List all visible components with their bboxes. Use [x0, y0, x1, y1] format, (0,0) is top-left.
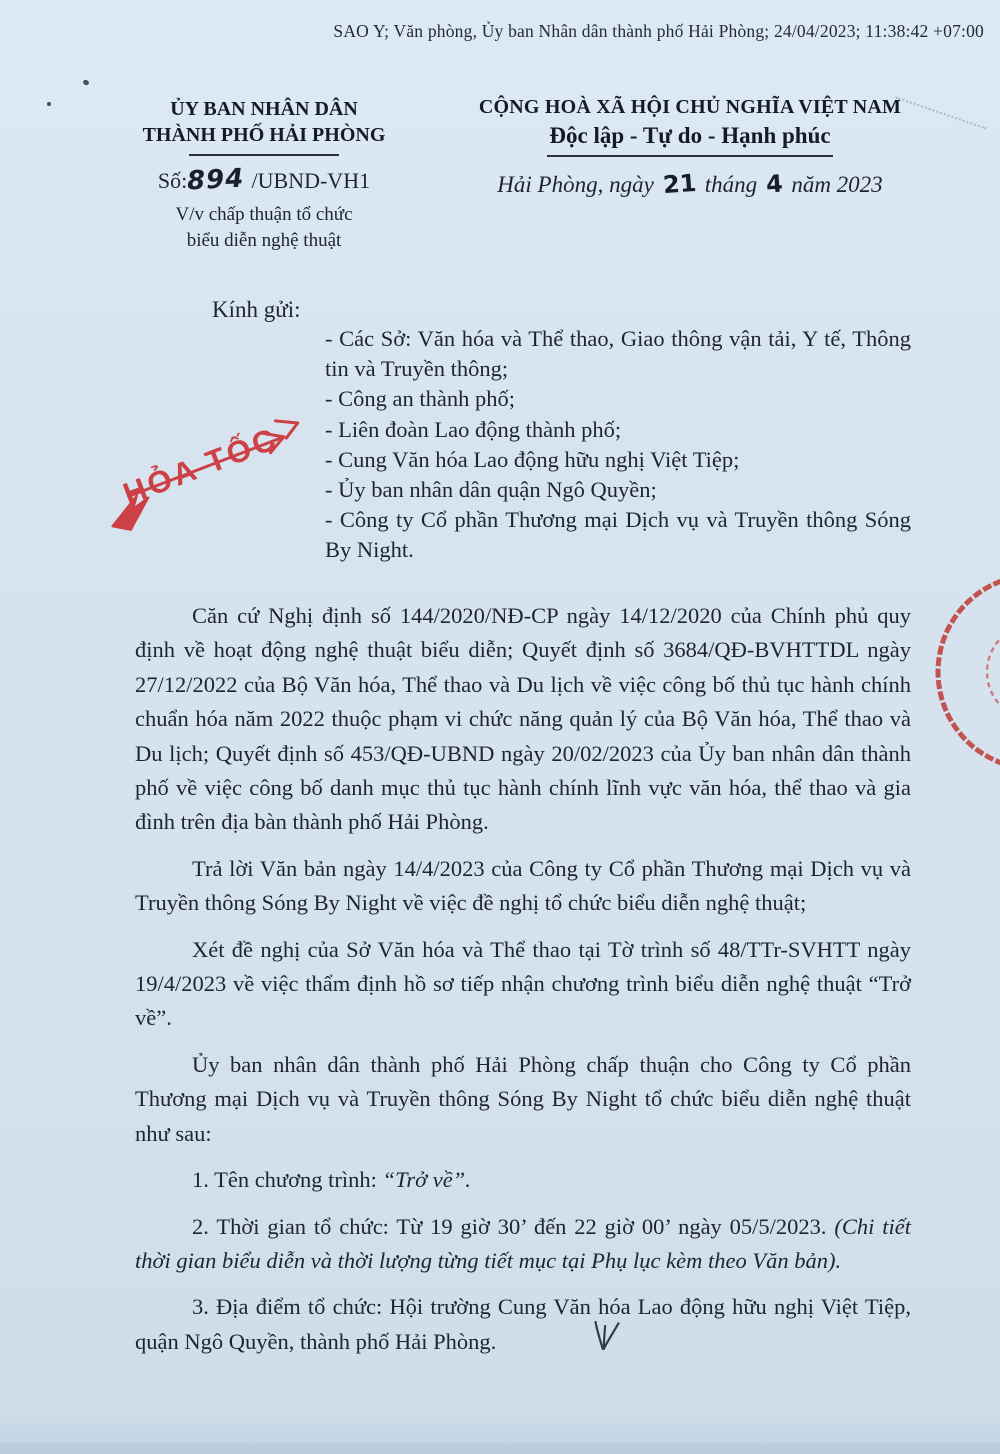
issuing-authority-block — [113, 96, 415, 254]
recipient-item: - Cung Văn hóa Lao động hữu nghị Việt Tiệp; — [325, 446, 740, 472]
recipient-item: - Công ty Cổ phần Thương mại Dịch vụ và Truyền thông Sóng By Night. — [325, 507, 911, 563]
place-date-line — [450, 170, 930, 198]
ink-speck — [82, 79, 90, 86]
item-venue: 3. Địa điểm tổ chức: Hội trường Cung Văn hóa Lao động hữu nghị Việt Tiệp, quận Ngô Quyền, thành phố Hải Phòng. — [135, 1294, 911, 1354]
issuer-name-line1: ỦY BAN NHÂN DÂN — [170, 98, 358, 120]
issuer-name-line2: THÀNH PHỐ HẢI PHÒNG — [142, 124, 386, 146]
scan-edge-shadow — [0, 1443, 1000, 1454]
item1-label: 1. Tên chương trình: — [192, 1167, 383, 1193]
document-number-line — [113, 165, 415, 195]
letter-body — [135, 599, 911, 1371]
item2-note: (Chi tiết thời gian biểu diễn và thời lượng từng tiết mục tại Phụ lục kèm theo Văn bản). — [135, 1213, 911, 1273]
item-time — [135, 1210, 911, 1279]
ink-speck — [47, 102, 51, 106]
place-date-suffix: năm 2023 — [791, 172, 883, 197]
ref-label: Số: — [157, 168, 188, 193]
recipient-item: - Liên đoàn Lao động thành phố; — [325, 416, 622, 442]
urgent-stamp — [68, 365, 335, 563]
ref-number-handwritten: 894 — [186, 163, 246, 197]
proposal-reference-paragraph: Xét đề nghị của Sở Văn hóa và Thể thao tại Tờ trình số 48/TTr-SVHTT ngày 19/4/2023 về việc thẩm định hồ sơ tiếp nhận chương trình biểu diễn nghệ thuật “Trở về”. — [135, 936, 911, 1031]
urgent-arrow-icon — [68, 365, 335, 563]
urgent-stamp-label: HỎA TỐC — [118, 420, 283, 512]
item2-main: 2. Thời gian tổ chức: Từ 19 giờ 30’ đến 22 giờ 00’ ngày 05/5/2023. — [192, 1213, 835, 1239]
subject-line2: biểu diễn nghệ thuật — [186, 230, 342, 251]
recipient-item: - Ủy ban nhân dân quận Ngô Quyền; — [325, 477, 657, 503]
national-motto: Độc lập - Tự do - Hạnh phúc — [549, 123, 831, 148]
recipient-item: - Công an thành phố; — [325, 386, 515, 412]
item-program-name — [135, 1163, 911, 1197]
recipient-list — [325, 324, 911, 566]
reply-reference-paragraph: Trả lời Văn bản ngày 14/4/2023 của Công ty Cổ phần Thương mại Dịch vụ và Truyền thông Sóng By Night về việc đề nghị tổ chức biểu diễn nghệ thuật; — [135, 855, 911, 916]
motto-divider — [547, 155, 833, 157]
salutation: Kính gửi: — [212, 297, 301, 322]
ref-suffix: /UBND-VH1 — [251, 168, 371, 193]
day-handwritten: 21 — [661, 168, 697, 200]
place-date-mid: tháng — [704, 172, 758, 197]
country-name: CỘNG HOÀ XÃ HỘI CHỦ NGHĨA VIỆT NAM — [478, 96, 902, 118]
legal-basis-paragraph: Căn cứ Nghị định số 144/2020/NĐ-CP ngày 14/12/2020 của Chính phủ quy định về hoạt động nghệ thuật biểu diễn; Quyết định số 3684/QĐ-BVHTTDL ngày 27/12/2022 của Bộ Văn hóa, Thể thao và Du lịch về việc công bố thủ tục hành chính chuẩn hóa năm 2022 thuộc phạm vi chức năng quản lý của Bộ Văn hóa, Thể thao và Du lịch; Quyết định số 453/QĐ-UBND ngày 20/02/2023 của Ủy ban nhân dân thành phố về việc công bố danh mục thủ tục hành chính lĩnh vực văn hóa, thể thao và gia đình trên địa bàn thành phố Hải Phòng. — [135, 603, 911, 835]
approval-paragraph: Ủy ban nhân dân thành phố Hải Phòng chấp thuận cho Công ty Cổ phần Thương mại Dịch vụ và Truyền thông Sóng By Night tổ chức biểu diễn nghệ thuật như sau: — [135, 1051, 911, 1146]
recipient-item: - Các Sở: Văn hóa và Thể thao, Giao thông vận tải, Y tế, Thông tin và Truyền thông; — [325, 326, 911, 382]
month-handwritten: 4 — [764, 169, 784, 199]
national-header-block — [450, 94, 930, 198]
round-official-seal — [925, 570, 1000, 782]
digital-copy-stamp-line: SAO Y; Văn phòng, Ủy ban Nhân dân thành phố Hải Phòng; 24/04/2023; 11:38:42 +07:00 — [333, 21, 984, 41]
place-date-prefix: Hải Phòng, ngày — [497, 172, 654, 197]
handwritten-flourish — [588, 1319, 621, 1356]
issuer-divider — [189, 154, 339, 156]
item1-value: “Trở về”. — [382, 1167, 471, 1193]
subject-line1: V/v chấp thuận tổ chức — [175, 204, 353, 225]
